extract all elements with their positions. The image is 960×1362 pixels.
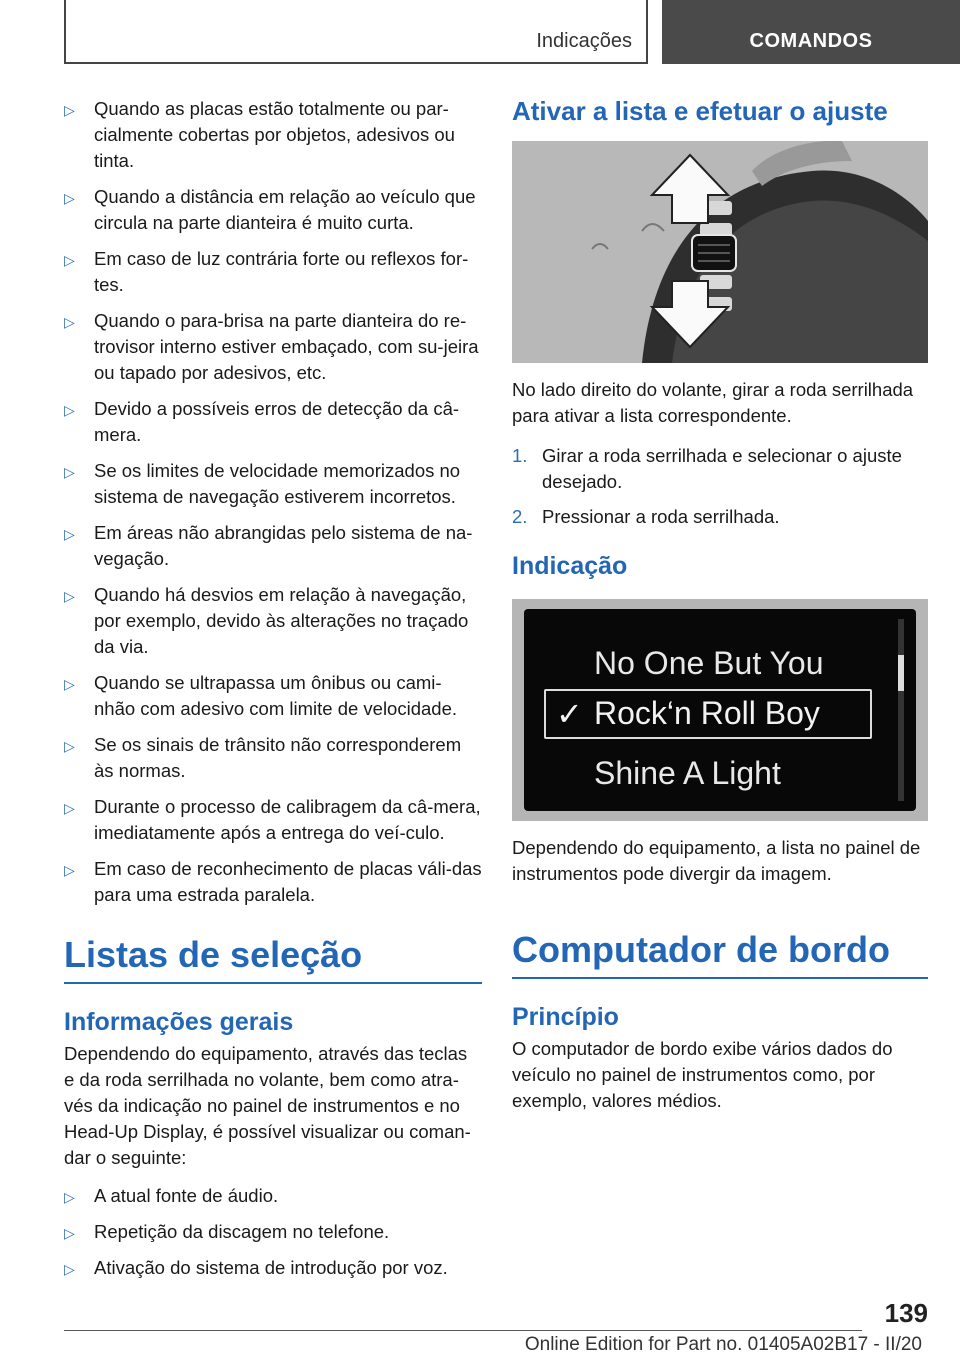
display-list-item-2: Rock‘n Roll Boy [594, 695, 820, 731]
triangle-bullet-icon: ▷ [64, 738, 75, 754]
triangle-bullet-icon: ▷ [64, 526, 75, 542]
subsection-title-principio: Princípio [512, 1003, 619, 1031]
triangle-bullet-icon: ▷ [64, 314, 75, 330]
list-item: ▷ Se os sinais de trânsito não corresponderem às normas. [64, 734, 462, 781]
display-scrollbar-thumb [898, 655, 904, 691]
list-item: ▷ Quando as placas estão totalmente ou par-cialmente cobertas por objetos, adesivos ou tinta. [64, 98, 455, 171]
steering-wheel-image [512, 141, 928, 363]
step-item: 1. Girar a roda serrilhada e selecionar o ajuste desejado. [512, 445, 902, 492]
list-item: ▷ Ativação do sistema de introdução por voz. [64, 1255, 482, 1281]
display-scrollbar [898, 619, 904, 801]
header-chapter-tab [662, 0, 960, 64]
section-title-computador: Computador de bordo [512, 929, 928, 979]
checkmark-icon: ✓ [556, 696, 583, 732]
triangle-bullet-icon: ▷ [64, 402, 75, 418]
list-item: ▷ Se os limites de velocidade memorizados no sistema de navegação estiverem incorretos. [64, 460, 461, 507]
triangle-bullet-icon: ▷ [64, 1261, 75, 1277]
intro-paragraph: Dependendo do equipamento, através das teclas e da roda serrilhada no volante, bem como atra-vés da indicação no painel de instrumentos e no Head-Up Display, é possível visualizar ou coman-dar o seguinte: [64, 1043, 471, 1168]
triangle-bullet-icon: ▷ [64, 1225, 75, 1241]
triangle-bullet-icon: ▷ [64, 1189, 75, 1205]
list-item: ▷ Quando a distância em relação ao veículo que circula na parte dianteira é muito curta. [64, 186, 476, 233]
footer-divider [64, 1330, 862, 1331]
list-item: ▷ A atual fonte de áudio. [64, 1183, 482, 1209]
header-section-tab [64, 0, 648, 64]
display-note-paragraph: Dependendo do equipamento, a lista no painel de instrumentos pode divergir da imagem. [512, 837, 921, 884]
right-column [512, 96, 928, 1114]
step-item: 2. Pressionar a roda serrilhada. [512, 506, 780, 527]
list-item: ▷ Em áreas não abrangidas pelo sistema de na-vegação. [64, 522, 473, 569]
triangle-bullet-icon: ▷ [64, 588, 75, 604]
list-item: ▷ Durante o processo de calibragem da câ-mera, imediatamente após a entrega do veí-culo. [64, 796, 481, 843]
display-screen [524, 609, 916, 811]
header-chapter-label: COMANDOS [749, 30, 873, 52]
list-item: ▷ Quando se ultrapassa um ônibus ou cami-nhão com adesivo com limite de velocidade. [64, 672, 457, 719]
section-title-listas: Listas de seleção [64, 934, 482, 984]
steering-wheel-illustration [512, 141, 928, 363]
triangle-bullet-icon: ▷ [64, 676, 75, 692]
instruction-paragraph: No lado direito do volante, girar a roda serrilhada para ativar a lista correspondente. [512, 379, 914, 426]
triangle-bullet-icon: ▷ [64, 800, 75, 816]
triangle-bullet-icon: ▷ [64, 464, 75, 480]
footer-edition: Online Edition for Part no. 01405A02B17 - II/20 [524, 1334, 922, 1355]
subsection-title-ativar: Ativar a lista e efetuar o ajuste [512, 96, 888, 126]
list-item: ▷ Devido a possíveis erros de detecção da câ-mera. [64, 398, 460, 445]
list-item: ▷ Repetição da discagem no telefone. [64, 1219, 482, 1245]
triangle-bullet-icon: ▷ [64, 862, 75, 878]
features-list [64, 1183, 482, 1281]
list-item: ▷ Quando há desvios em relação à navegação, por exemplo, devido às alterações no traçado da via. [64, 584, 469, 657]
triangle-bullet-icon: ▷ [64, 102, 75, 118]
limitations-list [64, 96, 482, 908]
list-item: ▷ Quando o para-brisa na parte dianteira do re-trovisor interno estiver embaçado, com su-jeira ou tapado por adesivos, etc. [64, 310, 479, 383]
left-column [64, 96, 482, 1291]
principle-paragraph: O computador de bordo exibe vários dados do veículo no painel de instrumentos como, por exemplo, valores médios. [512, 1038, 893, 1111]
steps-list [512, 443, 928, 530]
triangle-bullet-icon: ▷ [64, 190, 75, 206]
triangle-bullet-icon: ▷ [64, 252, 75, 268]
subsection-title-indicacao: Indicação [512, 552, 628, 580]
header-section-label: Indicações [536, 30, 632, 52]
display-selected-highlight [544, 689, 872, 739]
instrument-display-image [512, 599, 928, 821]
subsection-title-informacoes: Informações gerais [64, 1008, 294, 1036]
list-item: ▷ Em caso de luz contrária forte ou reflexos for-tes. [64, 248, 469, 295]
display-list-item-3: Shine A Light [594, 755, 781, 791]
display-list-item-1: No One But You [594, 645, 824, 681]
page-number: 139 [884, 1298, 928, 1328]
list-item: ▷ Em caso de reconhecimento de placas váli-das para uma estrada paralela. [64, 858, 482, 905]
